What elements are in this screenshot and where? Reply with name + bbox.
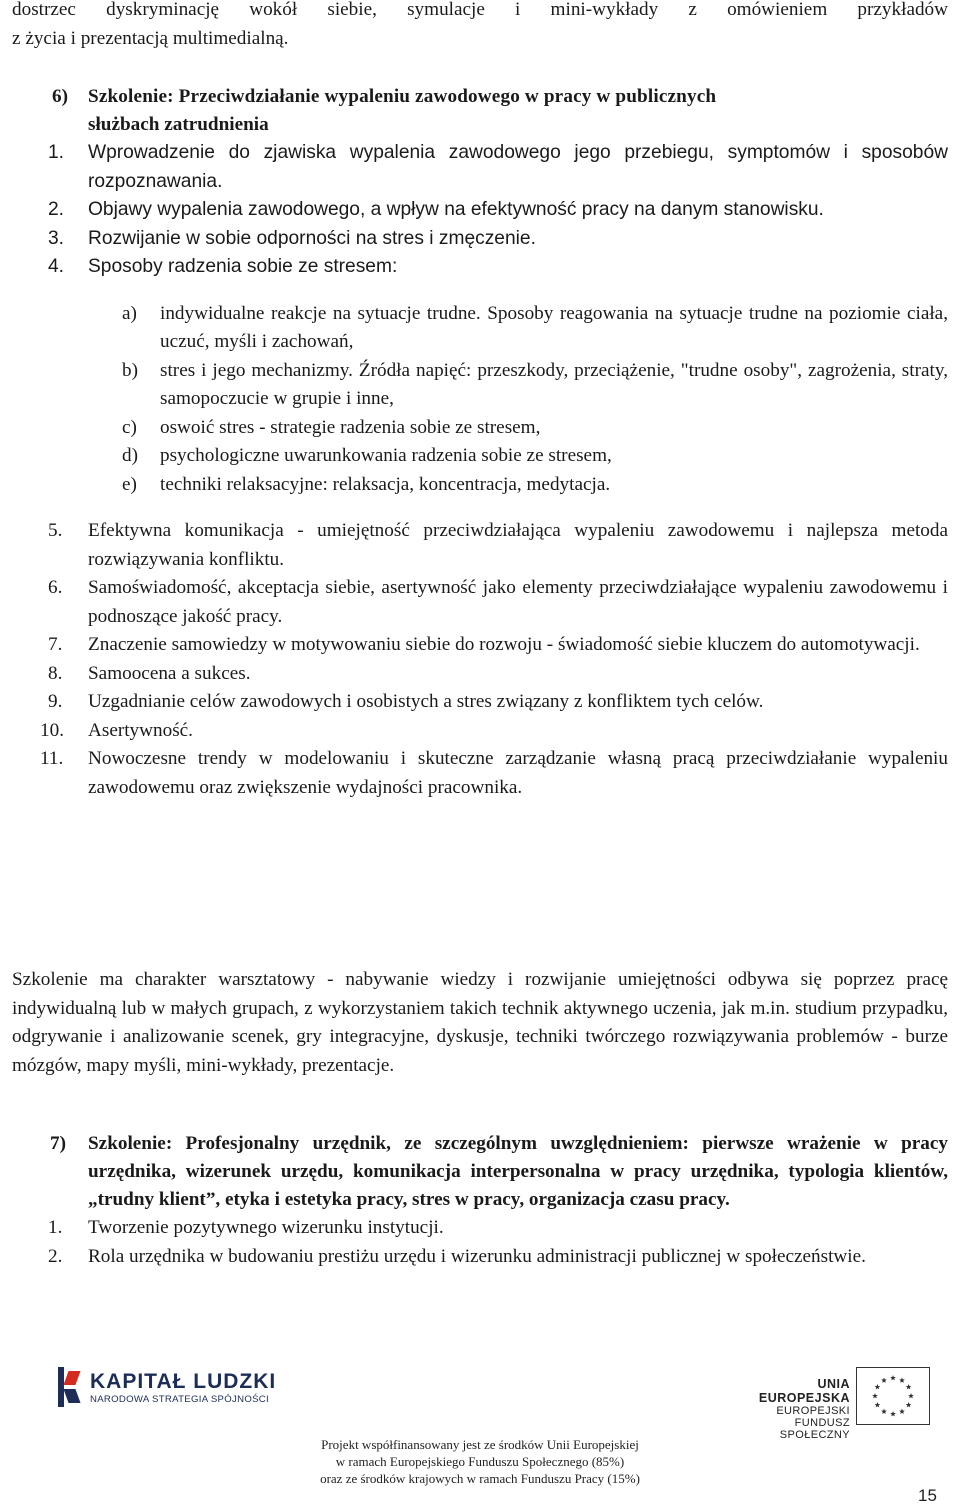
eu-line-2: EUROPEJSKI [776, 1405, 850, 1417]
list-item: 5. Efektywna komunikacja - umiejętność przeciwdziałająca wypaleniu zawodowemu i najlepsza metoda rozwiązywania konfliktu. [48, 520, 948, 570]
eu-star-icon [890, 1375, 896, 1380]
eu-star-icon [875, 1402, 881, 1407]
eu-star-icon [906, 1402, 912, 1407]
list-item: d) psychologiczne uwarunkowania radzenia sobie ze stresem, [122, 445, 612, 466]
footer [0, 1436, 960, 1487]
intro-paragraph [12, 0, 948, 53]
list-item: c) oswoić stres - strategie radzenia sobie ze stresem, [122, 416, 541, 438]
section-6-title-line-1: Szkolenie: Przeciwdziałanie wypaleniu zawodowego w pracy w publicznych [88, 86, 717, 107]
list-item: 11. Nowoczesne trendy w modelowaniu i skuteczne zarządzanie własną pracą przeciwdziałanie wypaleniu zawodowemu oraz zwiększenie wydajności pracownika. [40, 748, 948, 798]
list-item: 9. Uzgadnianie celów zawodowych i osobistych a stres związany z konfliktem tych celów. [48, 691, 764, 712]
eu-stars-icon [857, 1368, 929, 1424]
footer-line-2: w ramach Europejskiego Funduszu Społecznego (85%) [335, 1454, 625, 1469]
section-7 [12, 1130, 948, 1271]
kapital-ludzki-logo [58, 1367, 276, 1407]
list-item: 6. Samoświadomość, akceptacja siebie, asertywność jako elementy przeciwdziałające wypaleniu zawodowemu i podnoszące jakość pracy. [48, 577, 948, 627]
list-item: a) indywidualne reakcje na sytuacje trudne. Sposoby reagowania na sytuacje trudne na poziomie ciała, uczuć, myśli i zachowań, [122, 302, 948, 352]
list-item: 2. Rola urzędnika w budowaniu prestiżu urzędu i wizerunku administracji publicznej w społeczeństwie. [48, 1245, 866, 1267]
list-item: 1. Wprowadzenie do zjawiska wypalenia zawodowego jego przebiegu, symptomów i sposobów rozpoznawania. [48, 142, 948, 192]
list-item: 4. Sposoby radzenia sobie ze stresem: [48, 256, 398, 277]
footer-line-1: Projekt współfinansowany jest ze środków Unii Europejskiej [321, 1437, 639, 1452]
eu-star-icon [899, 1409, 905, 1414]
eu-line-3: FUNDUSZ SPOŁECZNY [779, 1417, 850, 1441]
list-item: 10. Asertywność. [40, 719, 193, 741]
eu-star-icon [881, 1409, 887, 1414]
section-7-items [12, 1214, 948, 1271]
section-6-subitems [12, 300, 948, 500]
section-7-title [12, 1130, 948, 1214]
intro-line-2: z życia i prezentacją multimedialną. [12, 27, 289, 49]
list-item: 2. Objawy wypalenia zawodowego, a wpływ na efektywność pracy na danym stanowisku. [48, 199, 824, 220]
eu-star-icon [899, 1377, 905, 1382]
logo-bar [0, 1345, 960, 1441]
section-7-number: 7) [50, 1133, 66, 1154]
list-item: 8. Samoocena a sukces. [48, 662, 251, 684]
kapital-ludzki-subtitle: NARODOWA STRATEGIA SPÓJNOŚCI [90, 1393, 269, 1405]
summary-text: Szkolenie ma charakter warsztatowy - nabywanie wiedzy i rozwijanie umiejętności odbywa się poprzez pracę indywidualną lub w małych grupach, z wykorzystaniem takich technik aktywnego uczenia, jak m.in. studium przypadku, odgrywanie i analizowanie scenek, gry integracyjne, dyskusje, techniki twórczego rozwiązywania problemów - burze mózgów, mapy myśli, mini-wykłady, prezentacje. [12, 969, 948, 1076]
section-6-title [12, 83, 948, 139]
eu-star-icon [881, 1377, 887, 1382]
eu-flag-icon [856, 1367, 930, 1425]
section-6-items [12, 139, 948, 282]
section-6-items-continued [12, 517, 948, 802]
summary-paragraph [12, 966, 948, 1080]
eu-star-icon [875, 1384, 881, 1389]
list-item: e) techniki relaksacyjne: relaksacja, koncentracja, medytacja. [122, 473, 611, 495]
eu-star-icon [906, 1384, 912, 1389]
section-7-title-text: Szkolenie: Profesjonalny urzędnik, ze szczególnym uwzględnieniem: pierwsze wrażenie w pracy urzędnika, wizerunek urzędu, komunikacja interpersonalna w pracy urzędnika, typologia klientów, „trudny klient”, etyka i estetyka pracy, stres w pracy, organizacja czasu pracy. [88, 1133, 948, 1210]
section-6-number: 6) [52, 86, 68, 107]
kapital-ludzki-mark-icon [58, 1367, 80, 1407]
list-item: 1. Tworzenie pozytywnego wizerunku instytucji. [48, 1217, 444, 1238]
list-item: 7. Znaczenie samowiedzy w motywowaniu siebie do rozwoju - świadomość siebie kluczem do automotywacji. [48, 634, 920, 655]
eu-star-icon [890, 1411, 896, 1416]
eu-text-logo [732, 1377, 850, 1441]
section-6-title-line-2: służbach zatrudnienia [88, 114, 269, 135]
page-number: 15 [918, 1486, 937, 1505]
list-item: b) stres i jego mechanizmy. Źródła napięć: przeszkody, przeciążenie, "trudne osoby", zagrożenia, straty, samopoczucie w grupie i inne, [122, 359, 948, 409]
eu-star-icon [908, 1393, 914, 1398]
kapital-ludzki-name: KAPITAŁ LUDZKI [90, 1369, 277, 1393]
eu-star-icon [872, 1393, 878, 1398]
intro-line-1: dostrzec dyskryminację wokół siebie, symulacje i mini-wykłady z omówieniem przykładów [12, 0, 948, 20]
list-item: 3. Rozwijanie w sobie odporności na stres i zmęczenie. [48, 227, 536, 249]
section-6 [12, 83, 948, 802]
footer-line-3: oraz ze środków krajowych w ramach Funduszu Pracy (15%) [320, 1471, 640, 1486]
eu-line-1: UNIA EUROPEJSKA [758, 1377, 850, 1405]
